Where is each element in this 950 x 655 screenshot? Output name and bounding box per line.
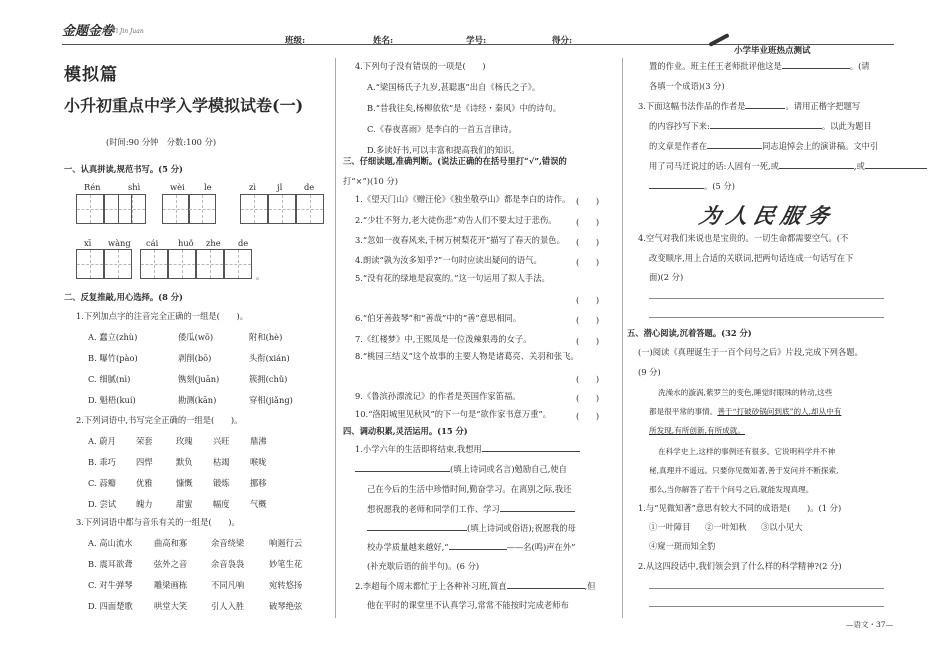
answer-blank[interactable] <box>745 108 785 109</box>
question-4: 4.下列句子没有错误的一项是( ) <box>355 61 486 71</box>
pinyin-label: cái <box>146 238 159 248</box>
class-field-label: 班级: <box>285 36 306 46</box>
q3-word: 雕梁画栋 <box>154 580 188 590</box>
q4-option-b[interactable]: B.“昔我往矣,杨柳依依”是《诗经・秦风》中的诗句。 <box>367 103 562 113</box>
fill-3-line-c <box>649 142 878 150</box>
q3-word: 余音绕梁 <box>211 538 245 548</box>
fill-3-line-d <box>649 162 927 170</box>
q2-word: 兴旺 <box>213 436 230 446</box>
fill-1-line-e <box>367 524 576 532</box>
answer-blank[interactable] <box>367 530 467 531</box>
q3-word: 宛转悠扬 <box>269 580 303 590</box>
answer-paren[interactable]: ( ) <box>576 217 600 227</box>
judge-item-8: 8.“桃园三结义”这个故事的主要人物是诸葛亮、关羽和张飞。 <box>355 351 579 361</box>
reading-1-intro: (一)阅读《真理诞生于一百个问号之后》片段,完成下列各题。 <box>638 347 863 357</box>
fill-1-line-b <box>355 465 567 473</box>
writing-box[interactable] <box>104 249 132 279</box>
q2-word: 枯竭 <box>213 457 230 467</box>
answer-blank[interactable] <box>482 451 580 452</box>
fill-3-text: 用了司马迁说过的话:人固有一死,或 <box>649 161 779 171</box>
answer-blank[interactable] <box>865 168 927 169</box>
q2-word: 荣套 <box>136 436 153 446</box>
question-4-right-cont: 面)(2 分) <box>649 272 684 282</box>
q3-option-d[interactable]: D. 四面楚歌 <box>88 601 133 611</box>
judge-item-6: 6.“伯牙善鼓琴”和“善哉”中的“善”意思相同。 <box>355 313 522 323</box>
section-1-heading: 一、认真拼读,规范书写。(5 分) <box>64 164 183 174</box>
fill-3-line-e <box>649 182 735 190</box>
pinyin-label: jǐ <box>277 182 283 192</box>
fill-1-text: 想祝愿我的老师和同学们工作、学习 <box>367 504 500 514</box>
reading-passage-text: 都是很平常的事情。 <box>649 407 718 416</box>
q3-word: 破琴绝弦 <box>269 601 303 611</box>
student-id-field-label: 学号: <box>466 36 487 46</box>
pinyin-label: zhe <box>206 238 221 248</box>
answer-paren[interactable]: ( ) <box>576 257 600 267</box>
fill-1-line-f <box>367 543 575 551</box>
q1-option-b-word: 头衔(xián) <box>249 353 290 363</box>
answer-line[interactable] <box>649 317 884 318</box>
judge-item-9: 9.《鲁滨孙漂流记》的作者是英国作家笛福。 <box>355 391 521 401</box>
writing-box[interactable] <box>224 249 252 279</box>
q3-word: 不同凡响 <box>211 580 245 590</box>
q2-word: 四悍 <box>136 457 153 467</box>
q2-word: 优雅 <box>136 478 153 488</box>
answer-blank[interactable] <box>500 511 575 512</box>
answer-blank[interactable] <box>710 128 822 129</box>
q1-option-c-word: 镌刻(juān) <box>178 374 220 384</box>
q2-option-c[interactable]: C. 蒜瓣 <box>88 478 116 488</box>
pinyin-label: de <box>304 182 315 192</box>
fill-2-line-a <box>355 582 596 590</box>
underlined-sentence-cont: 所发现,有所创新,有所成就。 <box>649 426 745 435</box>
q2-word: 气概 <box>250 499 267 509</box>
fill-1-text: 校办学质量越来越好,“ <box>367 542 449 552</box>
question-3: 3.下列词语中都与音乐有关的一组是( )。 <box>76 517 240 527</box>
writing-box[interactable] <box>268 194 296 224</box>
writing-box[interactable] <box>240 194 268 224</box>
q3-word: 曲高和寡 <box>154 538 188 548</box>
writing-box[interactable] <box>296 194 324 224</box>
pinyin-label: shì <box>128 182 141 192</box>
rq1-option-1[interactable]: ①一叶障目 <box>649 522 691 532</box>
series-title: 小学毕业班热点测试 <box>734 46 811 56</box>
logo-subtitle: Jin Ti Jin Juan <box>102 28 144 35</box>
q1-option-a-word: 附和(hè) <box>249 332 283 342</box>
q2-option-d[interactable]: D. 尝试 <box>88 499 117 509</box>
rq1-option-4[interactable]: ④窥一斑而知全豹 <box>649 541 716 551</box>
answer-line[interactable] <box>649 298 884 299</box>
writing-box[interactable] <box>188 194 216 224</box>
q2-word: 喉咙 <box>250 457 267 467</box>
q2-word: 鼎沸 <box>250 436 267 446</box>
reading-1-intro-score: (9 分) <box>638 367 661 377</box>
pinyin-label: wàng <box>108 238 131 248</box>
section-5-heading: 五、潜心阅读,沉着答题。(32 分) <box>627 328 752 338</box>
answer-paren[interactable]: ( ) <box>576 196 600 206</box>
fill-2-text: 置的作业。班主任王老师批评他这是 <box>649 61 782 71</box>
reading-passage-line: 秘,真理并不遥远。只要你见微知著,善于发问并不断探索, <box>649 466 839 475</box>
answer-paren[interactable]: ( ) <box>576 295 600 305</box>
pinyin-label: Rén <box>84 182 101 192</box>
fill-3-line-a <box>638 102 860 110</box>
section-3-heading-cont: 打“×”)(10 分) <box>343 176 398 186</box>
column-divider-1 <box>335 58 336 618</box>
q2-word: 慷慨 <box>176 478 193 488</box>
q2-word: 玫瑰 <box>176 436 193 446</box>
answer-line[interactable] <box>649 606 884 607</box>
writing-box[interactable] <box>196 249 224 279</box>
judge-item-2: 2.“少壮不努力,老大徒伤悲”劝告人们不要太过于悲伤。 <box>355 215 557 225</box>
fill-2-text: ,但 <box>584 581 596 591</box>
reading-passage-line: 在科学史上,这样的事例还有很多。它说明科学并不神 <box>658 447 836 456</box>
answer-blank[interactable] <box>779 168 854 169</box>
pinyin-label: le <box>204 182 212 192</box>
answer-paren[interactable]: ( ) <box>576 336 600 346</box>
q1-option-a-word: 倭瓜(wō) <box>178 332 214 342</box>
reading-question-1: 1.与“见微知著”意思有较大不同的成语是( )。(1 分) <box>638 503 842 513</box>
fill-1-line-d <box>367 505 575 513</box>
q2-word: 默负 <box>176 457 193 467</box>
fill-3-text: 。请用正楷字把题写 <box>785 101 861 111</box>
name-field-label: 姓名: <box>373 36 394 46</box>
page-number: —语文・37— <box>846 620 894 629</box>
fill-2-text: 他在平时的课堂里不认真学习,常常不能按时完成老师布 <box>367 600 569 610</box>
reading-passage-line: 那么,当你解答了若干个问号之后,就能发现真理。 <box>649 485 814 494</box>
q3-word: 哄堂大笑 <box>154 601 188 611</box>
answer-paren[interactable]: ( ) <box>576 315 600 325</box>
reading-question-2: 2.从这四段话中,我们领会到了什么样的科学精神?(2 分) <box>638 561 842 571</box>
section-4-heading: 四、调动积累,灵活运用。(15 分) <box>343 426 468 436</box>
answer-paren[interactable]: ( ) <box>576 411 600 421</box>
q3-option-c[interactable]: C. 对牛弹琴 <box>88 580 133 590</box>
q1-option-d[interactable]: D. 魁梧(kuí) <box>88 395 136 405</box>
q1-option-b-word: 剥削(bō) <box>178 353 212 363</box>
answer-blank[interactable] <box>782 68 850 69</box>
q3-option-a[interactable]: A. 高山流水 <box>88 538 133 548</box>
writing-box[interactable] <box>140 249 168 279</box>
fill-3-line-b <box>649 122 872 130</box>
judge-item-1: 1.《望天门山》《赠汪伦》《独坐敬亭山》都是李白的诗作。 <box>355 194 571 204</box>
score-field-label: 得分: <box>552 36 573 46</box>
fill-1-text: (填上诗词或俗语);祝愿我的母 <box>467 523 576 533</box>
question-2: 2.下列词语中,书写完全正确的一组是( )。 <box>76 415 243 425</box>
q1-option-d-word: 穿相(jiǎng) <box>249 395 293 405</box>
reading-passage-line <box>649 406 841 417</box>
writing-box[interactable] <box>76 249 104 279</box>
q3-word: 余音袅袅 <box>211 559 245 569</box>
q2-option-a[interactable]: A. 蔚月 <box>88 436 116 446</box>
q2-word: 幅度 <box>213 499 230 509</box>
pinyin-label: de <box>238 238 249 248</box>
calligraphy-image: 为人民服务 <box>697 203 838 228</box>
q4-option-a[interactable]: A.“梁国杨氏子九岁,甚聪惠”出自《杨氏之子》。 <box>367 82 541 92</box>
q1-option-d-word: 勘测(kān) <box>178 395 217 405</box>
q2-word: 甜蜜 <box>176 499 193 509</box>
underlined-sentence: 善于“打破砂锅问到底”的人,却从中有 <box>717 407 842 416</box>
answer-paren[interactable]: ( ) <box>576 237 600 247</box>
fill-1-text: 己在今后的生活中珍惜时间,勤奋学习。在离别之际,我还 <box>367 484 572 494</box>
judge-item-10: 10.“洛阳城里见秋风”的下一句是“欲作家书意万重”。 <box>355 409 552 419</box>
q4-option-d[interactable]: D.多读好书,可以丰富和提高我们的知识。 <box>367 145 520 155</box>
rq1-option-2[interactable]: ②一叶知秋 <box>705 522 747 532</box>
judge-item-5: 5.“没有花的绿地是寂寞的。”这一句运用了拟人手法。 <box>355 273 550 283</box>
column-divider-2 <box>622 58 623 618</box>
rq1-option-3[interactable]: ③以小见大 <box>761 522 803 532</box>
question-4-right: 4.空气对我们来说也是宝贵的。一切生命都需要空气。(不 <box>638 233 849 243</box>
reading-passage-line: 洗澡水的漩涡,紫罗兰的变色,睡觉时眼珠的转动,这些 <box>658 388 833 397</box>
judge-item-3: 3.“忽如一夜春风来,千树万树梨花开”描写了春天的景色。 <box>355 235 565 245</box>
fill-3-text: 同志追悼会上的演讲稿。文中引 <box>762 141 879 151</box>
logo-text: 金题金卷 <box>62 24 115 39</box>
q3-word: 弦外之音 <box>154 559 188 569</box>
q3-word: 响遏行云 <box>269 538 303 548</box>
q4-option-c[interactable]: C.《春夜喜雨》是李白的一首五言律诗。 <box>367 124 517 134</box>
answer-blank[interactable] <box>649 188 704 189</box>
q3-word: 妙笔生花 <box>269 559 303 569</box>
answer-blank[interactable] <box>707 148 762 149</box>
period-mark: 。 <box>256 271 265 281</box>
pinyin-label: wèi <box>170 182 185 192</box>
q3-option-b[interactable]: B. 震耳欲聋 <box>88 559 133 569</box>
fill-3-text: 的文章是作者在 <box>649 141 708 151</box>
fill-3-text: 3.下面这幅书法作品的作者是 <box>638 101 746 111</box>
q3-word: 引人入胜 <box>211 601 245 611</box>
judge-item-4: 4.朗读“孰为汝多知乎?”一句时应读出疑问的语气。 <box>355 255 542 265</box>
fill-3-text: ,或 <box>853 161 865 171</box>
pinyin-label: xī <box>84 238 92 248</box>
q1-option-c-word: 簇拥(chǔ) <box>249 374 288 384</box>
q2-word: 魄力 <box>136 499 153 509</box>
answer-blank[interactable] <box>449 549 507 550</box>
answer-line[interactable] <box>649 588 884 589</box>
category-label: 模拟篇 <box>64 65 118 85</box>
writing-box[interactable] <box>76 194 104 224</box>
answer-blank[interactable] <box>355 471 450 472</box>
answer-paren[interactable]: ( ) <box>576 374 600 384</box>
fill-3-text: 的内容抄写下来: <box>649 121 710 131</box>
pinyin-label: huǒ <box>178 238 194 248</box>
fill-1-text: 1.小学六年的生活即将结束,我想用 <box>355 444 482 454</box>
answer-paren[interactable]: ( ) <box>576 393 600 403</box>
fill-2-text: 。(请 <box>849 61 870 71</box>
section-3-heading: 三、仔细读题,准确判断。(说法正确的在括号里打“√”,错误的 <box>343 156 567 166</box>
fill-1-text: (填上诗词或名言)勉励自己,使自 <box>450 464 567 474</box>
fill-1-text: ——名(鸣)声在外” <box>506 542 576 552</box>
answer-blank[interactable] <box>507 588 585 589</box>
exam-meta: (时间:90 分钟 分数:100 分) <box>106 137 217 147</box>
q1-option-b[interactable]: B. 曝竹(pào) <box>88 353 138 363</box>
judge-item-7: 7.《红楼梦》中,王熙凤是一位泼辣狠毒的女子。 <box>355 334 532 344</box>
fill-2-text: 2.李超每个周末都忙于上各种补习班,简直 <box>355 581 507 591</box>
writing-box[interactable] <box>162 194 190 224</box>
fill-1-text: (补充歇后语的前半句)。(6 分) <box>367 561 480 571</box>
writing-box[interactable] <box>168 249 196 279</box>
pinyin-label: zì <box>249 182 257 192</box>
question-1: 1.下列加点字的注音完全正确的一组是( )。 <box>76 311 249 321</box>
q1-option-c[interactable]: C. 细腻(nì) <box>88 374 131 384</box>
fill-1-line-a <box>355 445 580 453</box>
section-2-heading: 二、反复推敲,用心选择。(8 分) <box>64 292 183 302</box>
exam-title: 小升初重点中学入学模拟试卷(一) <box>64 96 304 115</box>
question-4-right-cont: 改变顺序,用上合适的关联词,把两句话连成一句话写在下 <box>649 253 854 263</box>
fill-2-text: 各填一个成语)(3 分) <box>649 81 725 91</box>
fill-3-text: 。以此为题目 <box>821 121 872 131</box>
q2-word: 锻炼 <box>213 478 230 488</box>
fill-3-text: 。(5 分) <box>704 181 735 191</box>
q1-option-a[interactable]: A. 蠢立(zhù) <box>88 332 138 342</box>
writing-box[interactable] <box>118 194 146 224</box>
q2-option-b[interactable]: B. 乖巧 <box>88 457 116 467</box>
fill-2-line-c <box>649 62 870 70</box>
q2-word: 挪移 <box>250 478 267 488</box>
